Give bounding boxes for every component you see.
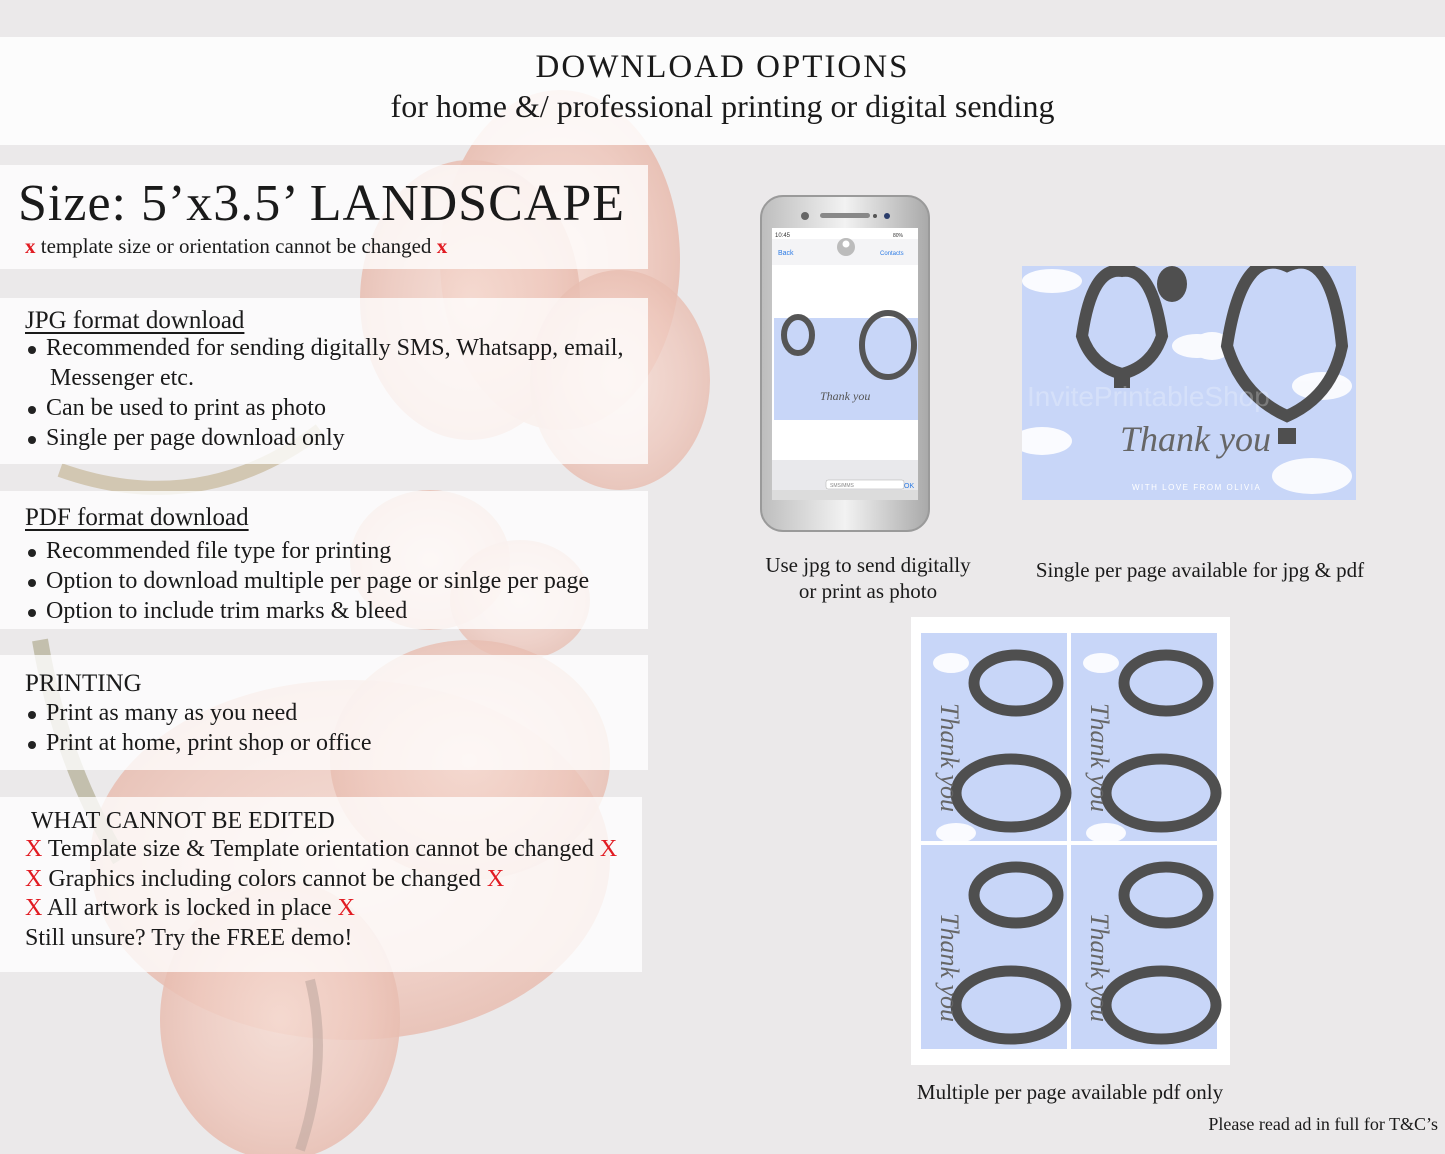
printing-list xyxy=(25,698,372,758)
list-item: Recommended file type for printing xyxy=(25,536,589,566)
size-note-text: template size or orientation cannot be changed xyxy=(40,234,432,258)
list-item xyxy=(25,865,617,895)
phone-back-button[interactable]: Back xyxy=(778,250,794,257)
red-x-icon: X xyxy=(25,836,43,862)
single-card-thank: Thank you xyxy=(1120,419,1271,459)
list-item: Recommended for sending digitally SMS, Whatsapp, email, xyxy=(25,333,623,363)
single-card-preview xyxy=(1022,266,1356,500)
sheet-card-thank: Thank you xyxy=(1085,913,1114,1023)
pdf-list xyxy=(25,536,589,626)
multiple-caption: Multiple per page available pdf only xyxy=(916,1080,1224,1104)
not-editable-list xyxy=(25,835,617,953)
sheet-card-thank: Thank you xyxy=(935,703,964,813)
pdf-title: PDF format download xyxy=(25,504,249,531)
phone-time: 10:45 xyxy=(775,233,791,239)
printing-panel xyxy=(0,655,648,770)
single-card-from: WITH LOVE FROM OLIVIA xyxy=(1132,483,1262,492)
list-item: Can be used to print as photo xyxy=(25,393,623,423)
caption-line: or print as photo xyxy=(798,579,938,603)
size-title: Size: 5’x3.5’ LANDSCAPE xyxy=(18,175,626,232)
list-item: Option to download multiple per page or sinlge per page xyxy=(25,566,589,596)
list-item xyxy=(25,835,617,865)
list-item: Print as many as you need xyxy=(25,698,372,728)
list-item: Option to include trim marks & bleed xyxy=(25,596,589,626)
page-title: DOWNLOAD OPTIONS xyxy=(535,49,910,85)
jpg-title: JPG format download xyxy=(25,307,245,334)
demo-text: Still unsure? Try the FREE demo! xyxy=(25,924,353,951)
watermark: InvitePrintableShop xyxy=(1027,381,1270,412)
printing-title: PRINTING xyxy=(25,670,142,697)
not-editable-title: WHAT CANNOT BE EDITED xyxy=(31,808,335,834)
list-item: Single per page download only xyxy=(25,423,623,453)
footer-note: Please read ad in full for T&C’s xyxy=(1208,1114,1438,1134)
red-x-icon: X xyxy=(25,865,43,892)
list-item-text: Template size & Template orientation cannot be changed xyxy=(47,836,594,862)
phone-battery: 80% xyxy=(893,233,904,239)
jpg-panel xyxy=(0,298,648,464)
caption-line: Use jpg to send digitally xyxy=(765,553,971,577)
page-subtitle: for home &/ professional printing or digital sending xyxy=(390,88,1055,124)
jpg-list xyxy=(25,333,623,453)
size-note xyxy=(25,234,447,259)
phone-message-input[interactable]: SMS/MMS xyxy=(830,483,854,489)
header-band xyxy=(0,37,1445,145)
list-item-text: All artwork is locked in place xyxy=(47,895,332,921)
list-item: Print at home, print shop or office xyxy=(25,728,372,758)
sheet-card-thank: Thank you xyxy=(1085,703,1114,813)
list-item-text: Graphics including colors cannot be changed xyxy=(48,865,481,892)
red-x-icon: X xyxy=(599,836,618,862)
not-editable-panel xyxy=(0,797,642,972)
multi-card-sheet xyxy=(911,617,1230,1065)
list-item-continued: Messenger etc. xyxy=(50,365,194,391)
single-caption: Single per page available for jpg & pdf xyxy=(1035,558,1365,582)
phone-mockup xyxy=(760,195,930,532)
red-x-icon: X xyxy=(25,895,43,921)
red-x-icon: x xyxy=(25,234,36,258)
phone-card-thank: Thank you xyxy=(820,389,871,403)
list-item xyxy=(25,894,617,924)
red-x-icon: X xyxy=(337,895,355,921)
phone-contacts-link[interactable]: Contacts xyxy=(880,251,904,257)
sheet-card-thank: Thank you xyxy=(935,913,964,1023)
red-x-icon: X xyxy=(486,865,505,892)
phone-caption xyxy=(752,552,984,604)
pdf-panel xyxy=(0,491,648,629)
phone-ok-button[interactable]: OK xyxy=(904,483,915,490)
red-x-icon: x xyxy=(436,234,448,258)
